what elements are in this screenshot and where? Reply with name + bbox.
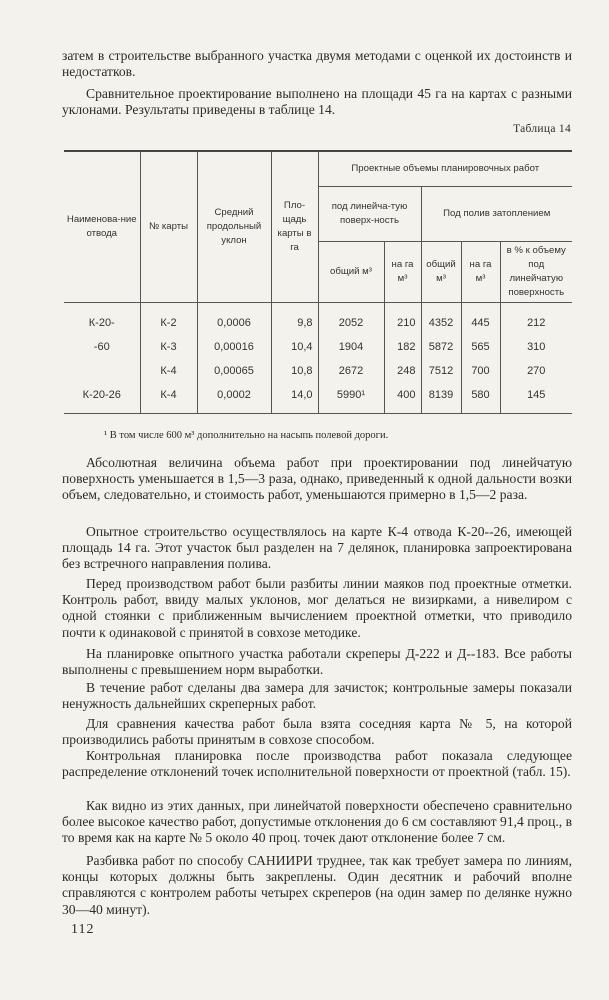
cell-percent: 310: [500, 335, 572, 359]
cell-slope: 0,00016: [197, 335, 271, 359]
header-slope: Средний продольный уклон: [197, 151, 271, 303]
table-row: [64, 303, 572, 336]
page-number: 112: [71, 922, 95, 937]
cell-name: К-20-26: [64, 383, 140, 414]
table-row: [64, 383, 572, 414]
cell-card: К-4: [140, 359, 197, 383]
cell-flood-total: 7512: [421, 359, 461, 383]
header-name: Наименова-ние отвода: [64, 151, 140, 303]
paragraph-comparison-card: Для сравнения качества работ была взята соседняя карта № 5, на которой производились работы принятым в совхозе способом.: [62, 716, 572, 748]
table-14: [64, 150, 572, 414]
table-caption: Таблица 14: [513, 123, 571, 135]
cell-linear-total: 1904: [318, 335, 384, 359]
header-percent: в % к объему под линейчатую поверхность: [500, 242, 572, 303]
paragraph-volume-reduction: Абсолютная величина объема работ при проектировании под линейчатую поверхность уменьшается в 1,5—3 раза, однако, приведенный к одной дальности возки объем, следовательно, и стоимость работ, уменьшаются примерно в 1,5—2 раза.: [62, 455, 572, 503]
table-footnote: ¹ В том числе 600 м³ дополнительно на насыпь полевой дороги.: [104, 430, 389, 441]
cell-area: 14,0: [271, 383, 318, 414]
cell-linear-total: 5990¹: [318, 383, 384, 414]
cell-flood-total: 8139: [421, 383, 461, 414]
cell-linear-per-ha: 248: [384, 359, 421, 383]
cell-percent: 212: [500, 303, 572, 336]
header-flood-irrigation: Под полив затоплением: [421, 187, 572, 242]
cell-linear-total: 2672: [318, 359, 384, 383]
paragraph-scrapers: На планировке опытного участка работали скреперы Д-222 и Д--183. Все работы выполнены с превышением норм выработки.: [62, 646, 572, 678]
paragraph-comparative-design: Сравнительное проектирование выполнено на площади 45 га на картах с разными уклонами. Результаты приведены в таблице 14.: [62, 86, 572, 118]
cell-card: К-4: [140, 383, 197, 414]
cell-percent: 145: [500, 383, 572, 414]
cell-name: [64, 359, 140, 383]
cell-flood-total: 4352: [421, 303, 461, 336]
header-project-volumes: Проектные объемы планировочных работ: [318, 151, 572, 187]
header-linear-total: общий м³: [318, 242, 384, 303]
cell-flood-per-ha: 445: [461, 303, 500, 336]
cell-linear-per-ha: 182: [384, 335, 421, 359]
paragraph-measurements: В течение работ сделаны два замера для зачисток; контрольные замеры показали ненужность дальнейших скреперных работ.: [62, 680, 572, 712]
cell-slope: 0,00065: [197, 359, 271, 383]
cell-area: 10,4: [271, 335, 318, 359]
header-flood-per-ha: на га м³: [461, 242, 500, 303]
paragraph-beacon-lines: Перед производством работ были разбиты линии маяков под проектные отметки. Контроль работ, ввиду малых уклонов, мог делаться не визирками, а нивелиром с одной стоянки с приближенным вычислением проектной отметки, что приводило почти к одинаковой с принятой в совхозе методике.: [62, 576, 572, 640]
cell-card: К-2: [140, 303, 197, 336]
cell-flood-total: 5872: [421, 335, 461, 359]
paragraph-intro-continuation: затем в строительстве выбранного участка двумя методами с оценкой их достоинств и недостатков.: [62, 48, 572, 80]
paragraph-control-planning: Контрольная планировка после производства работ показала следующее распределение отклонений точек исполнительной поверхности от проектной (табл. 15).: [62, 748, 572, 780]
paragraph-quality: Как видно из этих данных, при линейчатой поверхности обеспечено сравнительно более высокое качество работ, допустимые отклонения до 6 см составляют 91,4 проц., в то время как на карте № 5 около 40 проц. точек дают отклонение более 7 см.: [62, 798, 572, 846]
header-area: Пло-щадь карты в га: [271, 151, 318, 303]
header-linear-per-ha: на га м³: [384, 242, 421, 303]
table-row: [64, 359, 572, 383]
header-card-number: № карты: [140, 151, 197, 303]
cell-flood-per-ha: 565: [461, 335, 500, 359]
header-flood-total: общий м³: [421, 242, 461, 303]
cell-flood-per-ha: 700: [461, 359, 500, 383]
paragraph-experimental-construction: Опытное строительство осуществлялось на карте К-4 отвода К-20--26, имеющей площадь 14 га. Этот участок был разделен на 7 делянок, планировка запроектирована без встречного направления полива.: [62, 524, 572, 572]
cell-slope: 0,0002: [197, 383, 271, 414]
cell-area: 9,8: [271, 303, 318, 336]
cell-slope: 0,0006: [197, 303, 271, 336]
header-linear-surface: под линейча-тую поверх-ность: [318, 187, 421, 242]
cell-card: К-3: [140, 335, 197, 359]
paragraph-saniiri-method: Разбивка работ по способу САНИИРИ труднее, так как требует замера по линиям, концы которых должны быть закреплены. Один десятник и рабочий вполне справляются с контролем работы четырех скреперов (на один замер по делянке нужно 30—40 минут).: [62, 853, 572, 917]
cell-linear-per-ha: 210: [384, 303, 421, 336]
cell-flood-per-ha: 580: [461, 383, 500, 414]
table-row: [64, 335, 572, 359]
cell-percent: 270: [500, 359, 572, 383]
cell-linear-per-ha: 400: [384, 383, 421, 414]
cell-name: -60: [93, 341, 110, 353]
cell-linear-total: 2052: [318, 303, 384, 336]
cell-name: К-20-: [88, 317, 115, 329]
cell-area: 10,8: [271, 359, 318, 383]
